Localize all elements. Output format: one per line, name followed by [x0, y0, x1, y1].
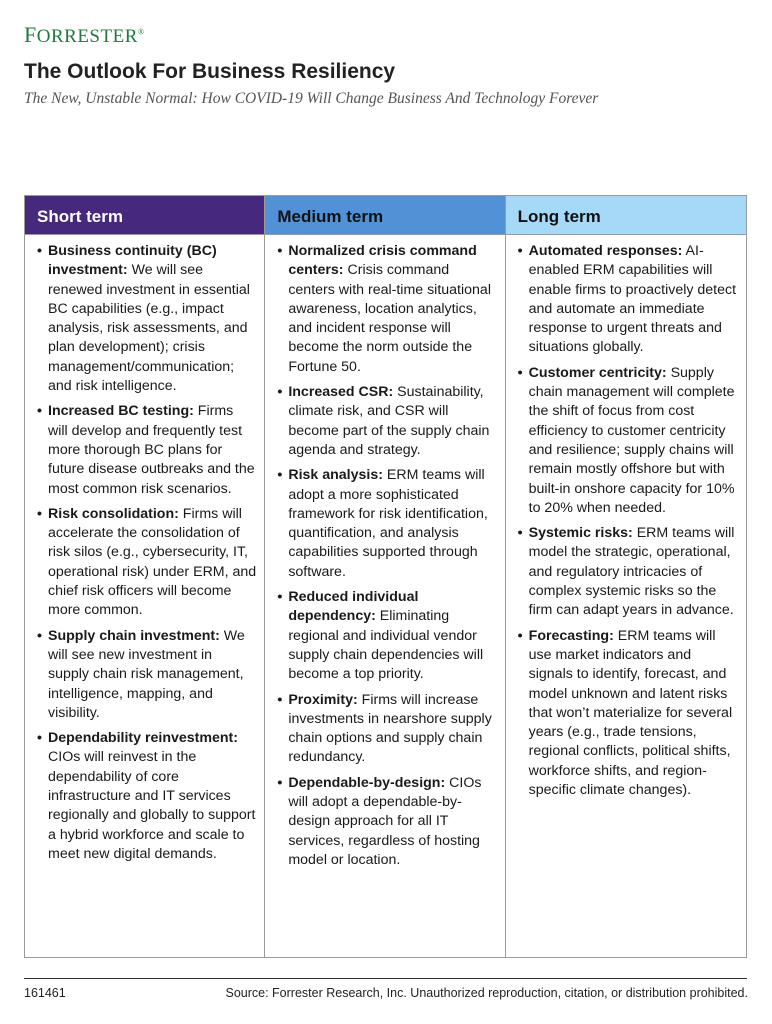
list-item [37, 505, 256, 621]
item-text: CIOs will adopt a dependable-by- design approach for all IT services, regardless of hosting model or location. [288, 774, 482, 868]
column-short-term [25, 196, 265, 957]
item-text: ERM teams will adopt a more sophisticated framework for risk identification, quantification, and analysis capabilities supported through software. [288, 467, 488, 580]
logo-mark: ® [137, 27, 145, 37]
column-body [25, 235, 264, 870]
list-item [277, 383, 496, 460]
list-item [518, 364, 738, 518]
list-item [37, 402, 256, 498]
item-text: We will see new investment in supply chain risk management, intelligence, mapping, and visibility. [48, 627, 245, 721]
list-item [518, 242, 738, 358]
item-text: AI-enabled ERM capabilities will enable firms to proactively detect and automate an immediate response to urgent threats and situations globally. [528, 243, 737, 356]
item-label: Automated responses: [528, 243, 683, 259]
list-item [277, 774, 496, 870]
column-medium-term [265, 196, 505, 957]
item-text: Sustainability, climate risk, and CSR will become part of the supply chain agenda and strategy. [288, 384, 490, 458]
item-text: Eliminating regional and individual vendor supply chain dependencies will become a top priority. [288, 608, 484, 683]
item-label: Increased BC testing: [48, 403, 194, 420]
item-text: ERM teams will model the strategic, operational, and regulatory intricacies of complex systemic risks so the firm can adapt years in advance. [528, 525, 735, 619]
logo-initial: F [24, 22, 37, 47]
item-label: Risk consolidation: [48, 505, 179, 522]
item-text: CIOs will reinvest in the dependability of core infrastructure and IT services regionally and globally to support a hybrid workforce and scale to meet new digital demands. [48, 749, 256, 862]
logo-text: ORRESTER [36, 26, 138, 47]
column-body [506, 235, 746, 806]
list-item [277, 242, 496, 377]
item-label: Risk analysis: [288, 467, 383, 484]
item-label: Normalized crisis command centers: [288, 243, 477, 279]
item-text: We will see renewed investment in essential BC capabilities (e.g., impact analysis, risk assessments, and plan development); crisis management/communication; and risk intelligence. [48, 262, 250, 395]
list-item [37, 729, 256, 864]
list-item [37, 242, 256, 396]
column-long-term [506, 196, 746, 957]
list-item [277, 466, 496, 582]
footer-divider [24, 978, 747, 979]
item-label: Forecasting: [528, 627, 614, 644]
item-label: Supply chain investment: [48, 627, 220, 644]
item-label: Increased CSR: [288, 384, 394, 401]
item-label: Business continuity (BC) investment: [48, 243, 217, 279]
column-heading: Medium term [265, 196, 504, 235]
item-text: Firms will develop and frequently test more thorough BC plans for future disease outbreaks and the most common risk scenarios. [48, 403, 255, 497]
item-text: ERM teams will use market indicators and signals to identify, forecast, and model unknown and latent risks that won’t materialize for several years (e.g., trade tensions, regional conflicts, political shifts, workforce shifts, and region-specific climate changes). [528, 627, 733, 799]
page-title: The Outlook For Business Resiliency [24, 60, 396, 83]
item-text: Firms will accelerate the consolidation of risk silos (e.g., cybersecurity, IT, operational risk) under ERM, and chief risk officers will become more common. [48, 505, 257, 619]
item-label: Dependability reinvestment: [48, 730, 239, 747]
page-subtitle: The New, Unstable Normal: How COVID-19 Will Change Business And Technology Forever [24, 90, 599, 107]
list-item [518, 524, 738, 620]
column-body [265, 235, 504, 876]
outlook-table [24, 195, 747, 958]
list-item [277, 691, 496, 768]
item-label: Systemic risks: [528, 525, 633, 542]
list-item [37, 627, 256, 723]
column-heading: Long term [506, 196, 746, 235]
list-item [518, 627, 738, 801]
item-text: Supply chain management will complete the shift of focus from cost efficiency to customer centricity and resilience; supply chains will remain mostly offshore but with built-in onshore capacity for 10% to 20% when needed. [528, 364, 735, 516]
list-item [277, 588, 496, 684]
item-label: Customer centricity: [528, 364, 667, 381]
forrester-logo [24, 22, 144, 48]
item-label: Dependable-by-design: [288, 774, 446, 791]
item-label: Reduced individual dependency: [288, 589, 419, 625]
source-note: Source: Forrester Research, Inc. Unauthorized reproduction, citation, or distribution prohibited. [225, 986, 748, 1000]
column-heading: Short term [25, 196, 264, 235]
item-text: Firms will increase investments in nearshore supply chain options and supply chain redundancy. [288, 691, 492, 766]
document-id: 161461 [24, 986, 66, 1000]
item-text: Crisis command centers with real-time situational awareness, location analytics, and incident response will become the norm outside the Fortune 50. [288, 262, 491, 375]
item-label: Proximity: [288, 691, 358, 708]
